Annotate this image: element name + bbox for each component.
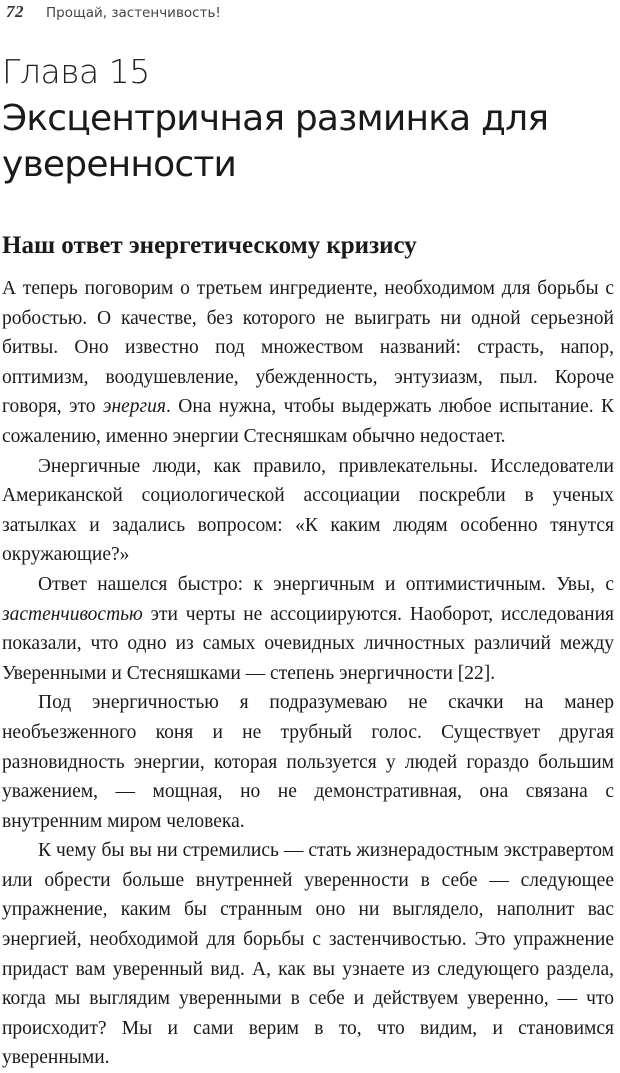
chapter-label: Глава 15 [2,52,150,91]
paragraph-3 [2,570,614,688]
page-number: 72 [6,2,24,21]
body-text [2,274,614,1073]
paragraph-2: Энергичные люди, как правило, привлекательны. Исследователи Американской социологической ассоциации поскребли в ученых затылках и задались вопросом: «К каким людям особенно тянутся окружающие?» [2,455,614,566]
paragraph-1-text-b: . Она нужна, чтобы выдержать любое испытание. К сожалению, именно энергии Стесняшкам обычно недостает. [2,396,614,447]
chapter-title: Эксцентричная разминка для уверенности [2,98,549,185]
paragraph-1-text-a: А теперь поговорим о третьем ингредиенте, необходимом для борьбы с робостью. О качестве, без которого не выиграть ни одной серьезной битвы. Оно известно под множеством названий: страсть, напор, оптимизм, воодушевление, убежденность, энтузиазм, пыл. Короче говоря, это [2,278,614,418]
paragraph-3-emphasis: застенчивостью [2,603,143,625]
paragraph-1 [2,274,614,452]
paragraph-5: К чему бы вы ни стремились — стать жизнерадостным экстравертом или обрести больше внутренней уверенности в себе — следующее упражнение, каким бы странным оно ни выглядело, наполнит вас энергией, необходимой для борьбы с застенчивостью. Это упражнение придаст вам уверенный вид. А, как вы узнаете из следующего раздела, когда мы выглядим уверенными в себе и действуем уверенно, — что происходит? Мы и сами верим в то, что видим, и становимся уверенными. [2,840,614,1069]
paragraph-4: Под энергичностью я подразумеваю не скачки на манер необъезженного коня и не трубный голос. Существует другая разновидность энергии, которая пользуется у людей гораздо большим уважением, — мощная, но не демонстративная, она связана с внутренним миром человека. [2,692,614,832]
paragraph-3-text-b: эти черты не ассоциируются. Наоборот, исследования показали, что одно из самых очевидных личностных различий между Уверенными и Стесняшками — степень энергичности [22]. [2,603,614,684]
paragraph-1-emphasis: энергия [102,396,166,418]
running-title: Прощай, застенчивость! [46,5,221,21]
running-header [6,2,614,26]
paragraph-3-text-a: Ответ нашелся быстро: к энергичным и оптимистичным. Увы, с [38,573,614,595]
section-heading: Наш ответ энергетическому кризису [2,232,417,259]
